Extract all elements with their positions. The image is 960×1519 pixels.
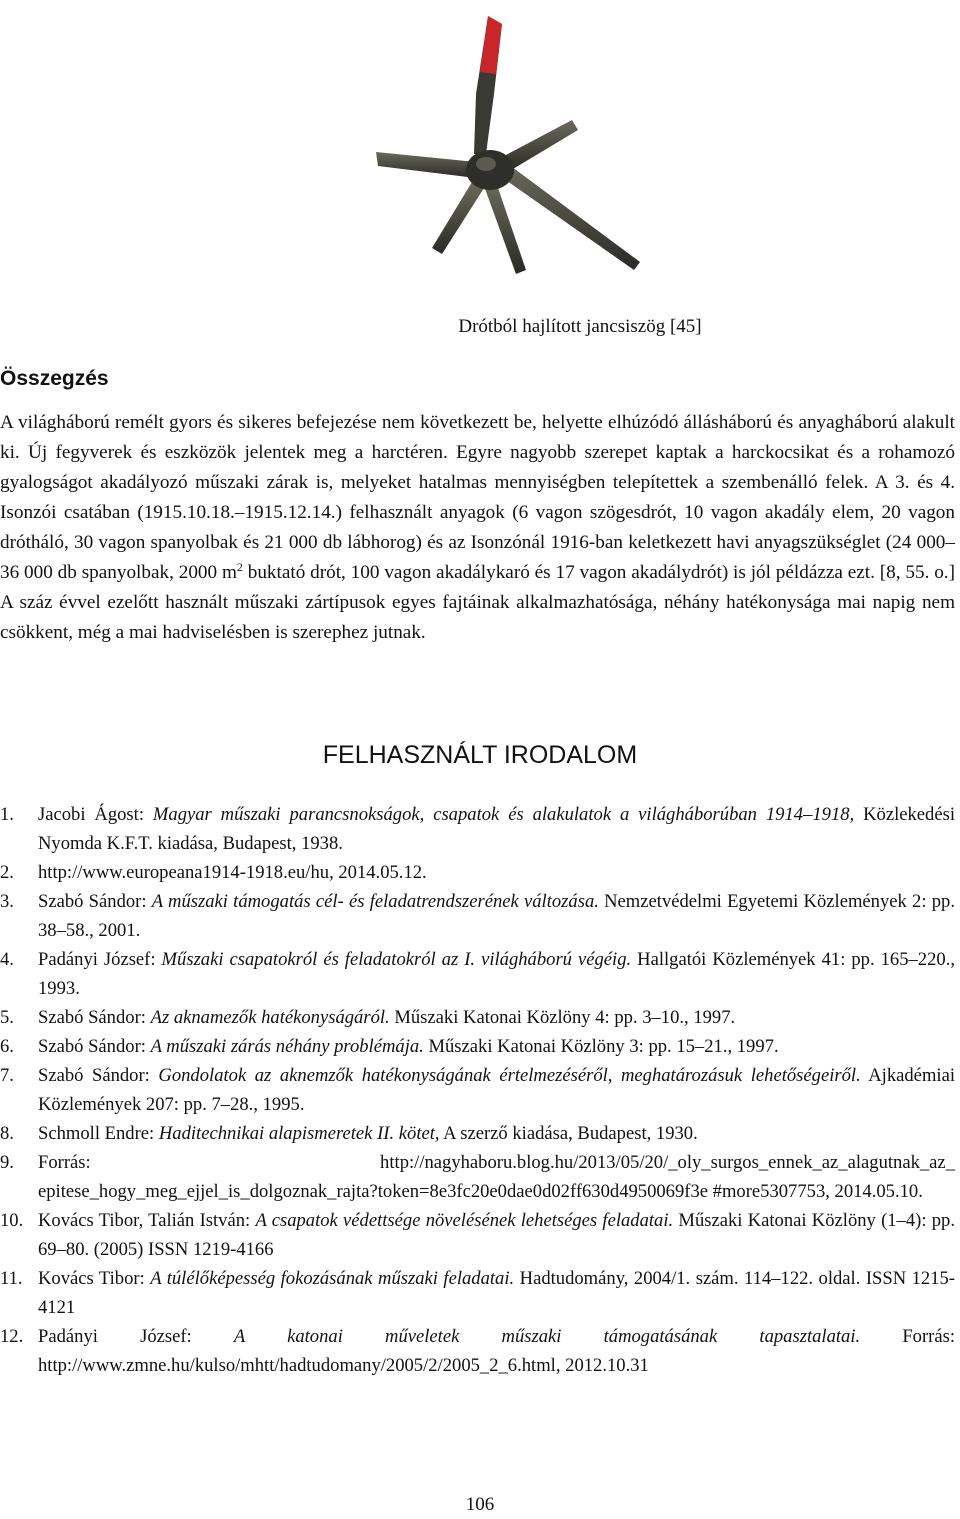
reference-number: 9. (0, 1152, 14, 1173)
reference-link[interactable]: Forrás: http://nagyhaboru.blog.hu/2013/05/20/_oly_surgos_ennek_az_alagutnak_az_ epitese_hogy_meg_ejjel_is_dolgoznak_rajta?token=8e3fc20e0dae0d02ff630d4950069f3e #more5307753, 2014.05.10. (38, 1152, 955, 1202)
reference-author: Szabó Sándor: (38, 1036, 151, 1057)
reference-author: Szabó Sándor: (38, 1007, 151, 1028)
reference-item (0, 887, 955, 945)
reference-details: Műszaki Katonai Közlöny 3: pp. 15–21., 1997. (423, 1036, 779, 1057)
reference-details: Ajkadémiai Közlemények 207: pp. 7–28., 1995. (38, 1065, 955, 1115)
reference-details: Hadtudomány, 2004/1. szám. 114–122. oldal. ISSN 1215-4121 (38, 1268, 955, 1318)
page-number: 106 (465, 1494, 495, 1515)
reference-item (0, 1148, 955, 1206)
summary-paragraph (0, 408, 955, 648)
reference-number: 5. (0, 1007, 14, 1028)
reference-details: Közlekedési Nyomda K.F.T. kiadása, Budapest, 1938. (38, 804, 956, 854)
reference-item (0, 800, 955, 858)
reference-details: Hallgatói Közlemények 41: pp. 165–220., 1993. (38, 949, 955, 999)
reference-author: Padányi József: (38, 949, 162, 970)
references-list (0, 800, 955, 1380)
reference-number: 7. (0, 1065, 14, 1086)
figure-caption: Drótból hajlított jancsiszög [45] (458, 316, 702, 337)
reference-item (0, 1003, 955, 1032)
reference-item (0, 1264, 955, 1322)
reference-author: Schmoll Endre: (38, 1123, 159, 1144)
reference-details: Műszaki Katonai Közlöny (1–4): pp. 69–80. (2005) ISSN 1219-4166 (38, 1210, 955, 1260)
reference-author: Kovács Tibor: (38, 1268, 151, 1289)
reference-title: A katonai műveletek műszaki támogatásának tapasztalatai. (233, 1326, 861, 1347)
reference-number: 6. (0, 1036, 14, 1057)
reference-item (0, 858, 955, 887)
reference-number: 4. (0, 949, 14, 970)
reference-number: 2. (0, 862, 14, 883)
references-heading: FELHASZNÁLT IRODALOM (322, 741, 638, 769)
reference-title: A műszaki támogatás cél- és feladatrendszerének változása. (151, 891, 599, 912)
reference-author: Szabó Sándor: (38, 891, 152, 912)
reference-title: Magyar műszaki parancsnokságok, csapatok és alakulatok a világháborúban 1914–1918, (152, 804, 855, 825)
summary-text-2: buktató drót, 100 vagon akadálykaró és 17 vagon akadálydrót) is jól példázza ezt. [8, 55. o.] A száz évvel ezelőtt használt műszaki zártípusok egyes fajtáinak alkalmazhatósága, néhány hatékonysága mai napig nem csökkent, még a mai hadviselésben is szerephez jutnak. (0, 562, 955, 643)
reference-title: A műszaki zárás néhány problémája. (150, 1036, 424, 1057)
reference-item (0, 1032, 955, 1061)
section-heading-summary: Összegzés (0, 367, 109, 390)
reference-title: Haditechnikai alapismeretek II. kötet, (158, 1123, 440, 1144)
reference-number: 10. (0, 1210, 24, 1231)
reference-number: 8. (0, 1123, 14, 1144)
reference-item (0, 945, 955, 1003)
reference-number: 12. (0, 1326, 24, 1347)
summary-text-1: A világháború remélt gyors és sikeres befejezése nem következett be, helyette elhúzódó állásháború és anyagháború alakult ki. Új fegyverek és eszközök jelentek meg a harctéren. Egyre nagyobb szerepet kaptak a harckocsikat és a rohamozó gyalogságot akadályozó műszaki zárak is, melyeket hatalmas mennyiségben telepítettek a szembenálló felek. A 3. és 4. Isonzói csatában (1915.10.18.–1915.12.14.) felhasznált anyagok (6 vagon szögesdrót, 10 vagon akadály elem, 20 vagon drótháló, 30 vagon spanyolbak és 21 000 db lábhorog) és az Isonzónál 1916-ban keletkezett havi anyagszükséglet (24 000–36 000 db spanyolbak, 2000 m (0, 412, 955, 583)
reference-title: A túlélőképesség fokozásának műszaki feladatai. (150, 1268, 515, 1289)
reference-title: Az aknamezők hatékonyságáról. (150, 1007, 390, 1028)
reference-number: 1. (0, 804, 14, 825)
reference-details: Forrás: http://www.zmne.hu/kulso/mhtt/hadtudomany/2005/2/2005_2_6.html, 2012.10.31 (38, 1326, 956, 1376)
reference-title: Műszaki csapatokról és feladatokról az I. világháború végéig. (161, 949, 632, 970)
reference-author: Kovács Tibor, Talián István: (38, 1210, 256, 1231)
reference-item (0, 1206, 955, 1264)
reference-number: 3. (0, 891, 14, 912)
reference-details: Nemzetvédelmi Egyetemi Közlemények 2: pp. 38–58., 2001. (38, 891, 955, 941)
reference-author: Szabó Sándor: (38, 1065, 159, 1086)
reference-item (0, 1061, 955, 1119)
reference-details: A szerző kiadása, Budapest, 1930. (439, 1123, 698, 1144)
reference-details: Műszaki Katonai Közlöny 4: pp. 3–10., 1997. (389, 1007, 736, 1028)
reference-item (0, 1119, 955, 1148)
reference-item (0, 1322, 955, 1380)
caltrop-image (376, 14, 676, 314)
reference-title: A csapatok védettsége növelésének lehetséges feladatai. (255, 1210, 674, 1231)
reference-details: http://www.europeana1914-1918.eu/hu, 2014.05.12. (38, 862, 427, 883)
reference-number: 11. (0, 1268, 23, 1289)
reference-author: Padányi József: (38, 1326, 234, 1347)
reference-title: Gondolatok az aknemzők hatékonyságának értelmezéséről, meghatározásuk lehetőségeiről. (158, 1065, 861, 1086)
reference-author: Jacobi Ágost: (38, 804, 153, 825)
superscript: 2 (236, 560, 243, 574)
caltrop-figure (376, 14, 676, 314)
